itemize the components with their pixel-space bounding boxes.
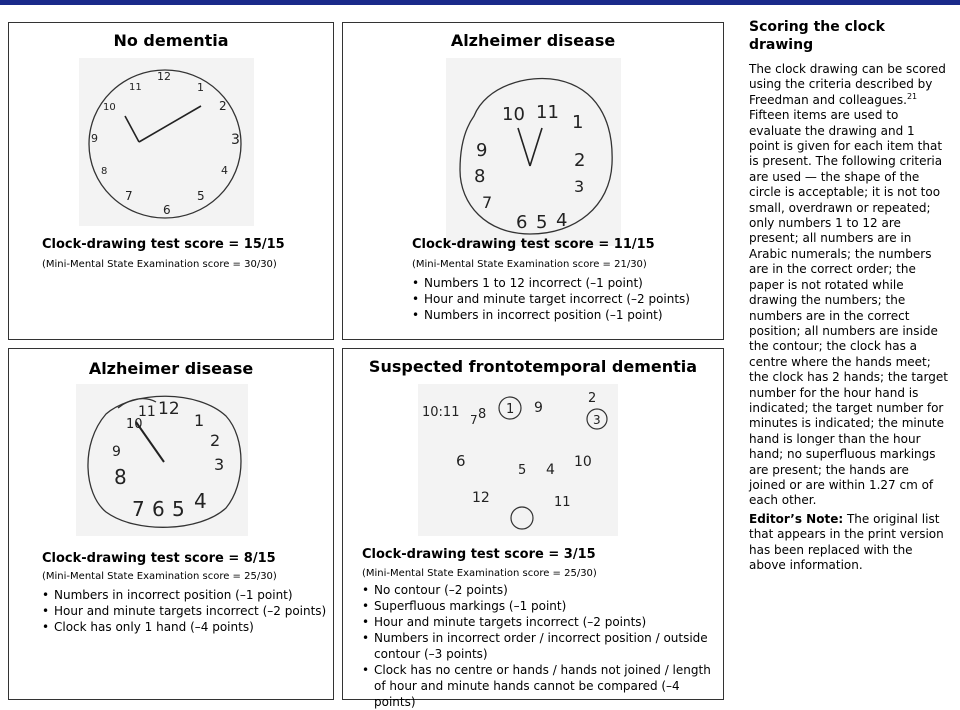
clock-numeral: 10	[502, 104, 525, 125]
clock-numeral: 12	[158, 399, 180, 419]
clock-score: Clock-drawing test score = 11/15	[412, 237, 655, 252]
list-item: • Superfluous markings (–1 point)	[362, 598, 714, 614]
panel-title: Suspected frontotemporal dementia	[368, 357, 698, 376]
list-item: • No contour (–2 points)	[362, 582, 714, 598]
clock-numeral: 6	[456, 452, 466, 470]
clock-numeral: 3	[231, 132, 240, 148]
clock-numeral: 2	[588, 391, 597, 406]
clock-numeral: 10	[574, 454, 592, 470]
clock-drawing-image	[79, 58, 254, 226]
sidebar-heading: Scoring the clock drawing	[749, 19, 885, 53]
editors-note-text: The original list that appears in the print version has been replaced with the above information.	[749, 512, 944, 573]
clock-numeral: 10	[103, 102, 116, 113]
list-item: • Hour and minute targets incorrect (–2 points)	[362, 614, 714, 630]
top-accent-bar	[0, 0, 960, 5]
deduction-list	[42, 587, 332, 635]
clock-numeral: 4	[221, 164, 228, 177]
clock-numeral: 8	[114, 465, 127, 489]
sidebar-body-text: The clock drawing can be scored using the criteria described by Freedman and colleagues.	[749, 62, 946, 107]
clock-numeral: 4	[194, 489, 207, 513]
clock-numeral: 5	[518, 463, 527, 478]
list-item: • Numbers in incorrect order / incorrect position / outside contour (–3 points)	[362, 630, 714, 662]
panel-alzheimer-2	[8, 348, 334, 700]
clock-numeral: 12	[157, 70, 171, 83]
clock-numeral: 6	[516, 212, 528, 233]
clock-numeral: 7	[132, 497, 145, 521]
clock-numeral: 9	[91, 132, 98, 145]
clock-numeral: 5	[172, 497, 185, 521]
panel-title: Alzheimer disease	[88, 359, 254, 378]
clock-numeral: 10	[126, 417, 143, 432]
clock-numeral: 12	[472, 490, 490, 506]
clock-numeral: 9	[112, 444, 121, 460]
clock-drawing-image	[76, 384, 248, 536]
clock-numeral: 7	[482, 193, 493, 212]
reference-superscript: 21	[906, 91, 918, 101]
clock-numeral: 2	[219, 99, 227, 113]
panel-alzheimer-1	[342, 22, 724, 340]
clock-numeral: 11	[129, 82, 142, 93]
clock-numeral: 6	[163, 203, 171, 217]
clock-score: Clock-drawing test score = 3/15	[362, 547, 596, 562]
clock-numeral: 10:11	[422, 405, 460, 420]
clock-numeral: 5	[197, 189, 205, 203]
list-item: • Hour and minute targets incorrect (–2 points)	[42, 603, 332, 619]
clock-numeral: 7	[470, 413, 478, 427]
deduction-list	[362, 582, 714, 710]
clock-numeral: 11	[138, 404, 156, 420]
mmse-score: (Mini-Mental State Examination score = 25/30)	[42, 571, 277, 582]
editors-note	[749, 512, 949, 574]
mmse-score: (Mini-Mental State Examination score = 25/30)	[362, 568, 597, 579]
clock-numeral: 4	[546, 462, 555, 478]
clock-numeral: 1	[197, 81, 204, 94]
clock-numeral: 1	[572, 112, 584, 133]
clock-numeral: 2	[574, 150, 586, 171]
clock-numeral: 1	[194, 411, 205, 430]
list-item: • Numbers in incorrect position (–1 point)	[42, 587, 332, 603]
clock-numeral: 4	[556, 210, 568, 231]
panel-no-dementia	[8, 22, 334, 340]
clock-numeral: 6	[152, 497, 165, 521]
clock-numeral: 8	[474, 166, 486, 187]
list-item: • Clock has no centre or hands / hands not joined / length of hour and minute hands cannot be compared (–4 points)	[362, 662, 714, 710]
clock-numeral: 2	[210, 431, 221, 450]
list-item: • Hour and minute target incorrect (–2 points)	[412, 291, 712, 307]
deduction-list	[412, 275, 712, 323]
clock-numeral: 7	[125, 189, 133, 203]
clock-numeral: 8	[478, 407, 487, 422]
mmse-score: (Mini-Mental State Examination score = 30/30)	[42, 259, 277, 270]
clock-numeral: 9	[476, 140, 488, 161]
clock-score: Clock-drawing test score = 15/15	[42, 237, 285, 252]
list-item: • Numbers 1 to 12 incorrect (–1 point)	[412, 275, 712, 291]
panel-frontotemporal	[342, 348, 724, 709]
clock-numeral: 5	[536, 212, 548, 233]
clock-drawing-image	[446, 58, 621, 246]
scoring-sidebar	[749, 18, 949, 509]
clock-numeral: 3	[593, 413, 601, 427]
clock-drawing-image	[418, 384, 618, 536]
sidebar-body	[749, 62, 949, 509]
clock-numeral: 11	[536, 102, 559, 123]
clock-numeral: 3	[574, 177, 585, 196]
list-item: • Clock has only 1 hand (–4 points)	[42, 619, 332, 635]
mmse-score: (Mini-Mental State Examination score = 21/30)	[412, 259, 647, 270]
panel-title: Alzheimer disease	[450, 31, 616, 50]
editors-note-label: Editor’s Note:	[749, 512, 844, 526]
clock-numeral: 3	[214, 455, 225, 474]
sidebar-body-text: Fifteen items are used to evaluate the drawing and 1 point is given for each item that is present. The following criteria are used — the shape of the circle is acceptable; it is not too small, overdrawn or repeated; only numbers 1 to 12 are present; all numbers are in Arabic numerals; the numbers are in the correct order; the paper is not rotated while drawing the numbers; the numbers are in the correct position; all numbers are inside the contour; the clock has a centre where the hands meet; the clock has 2 hands; the target number for the hour hand is indicated; the target number for minutes is indicated; the minute hand is longer than the hour hand; no superfluous markings are present; the hands are joined or are within 1.27 cm of each other.	[749, 108, 948, 508]
clock-numeral: 9	[534, 400, 543, 416]
clock-score: Clock-drawing test score = 8/15	[42, 551, 276, 566]
list-item: • Numbers in incorrect position (–1 point)	[412, 307, 712, 323]
clock-numeral: 11	[554, 495, 571, 510]
clock-numeral: 8	[101, 166, 108, 177]
clock-numeral: 1	[506, 402, 515, 417]
panel-title: No dementia	[113, 31, 229, 50]
